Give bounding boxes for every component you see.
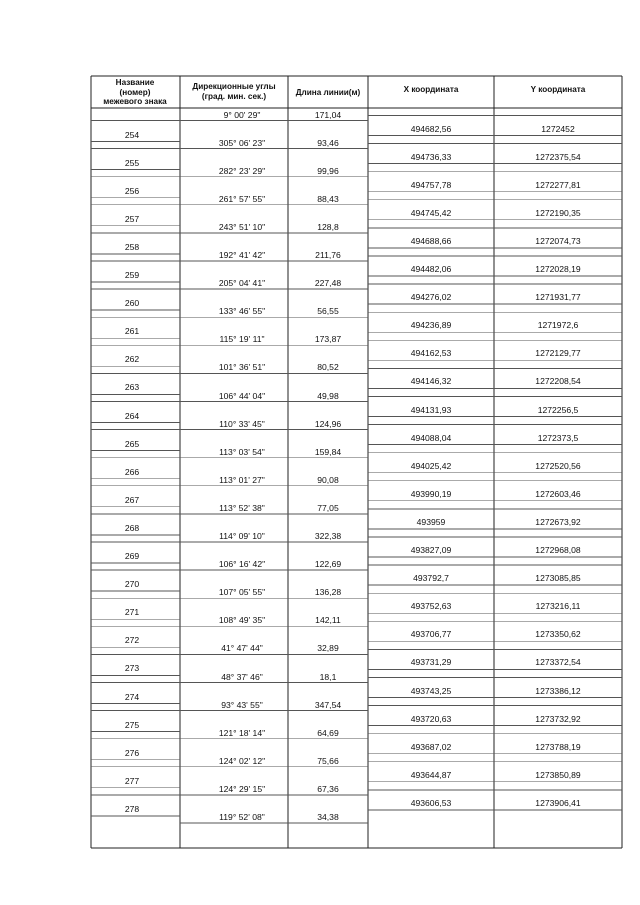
segment-angle: 114° 09' 10" xyxy=(219,531,265,541)
point-x: 494745,42 xyxy=(410,207,452,218)
point-x: 494482,06 xyxy=(410,264,452,274)
point-x: 494146,32 xyxy=(410,376,452,387)
point-name: 256 xyxy=(124,185,140,196)
segment-angle: 305° 06' 23" xyxy=(218,137,266,148)
point-x: 493752,63 xyxy=(410,601,452,612)
point-x: 493720,63 xyxy=(410,713,452,724)
segment-angle: 121° 18' 14" xyxy=(218,727,266,738)
segment-angle: 110° 33' 45" xyxy=(219,418,265,429)
header-y: Y координата xyxy=(530,85,586,94)
segment-length: 88,43 xyxy=(317,193,339,204)
segment-length: 227,48 xyxy=(314,278,342,289)
point-name: 278 xyxy=(124,803,140,814)
segment-length: 211,76 xyxy=(315,250,341,260)
point-y: 1272028,19 xyxy=(535,264,581,274)
segment-angle: 243° 51' 10" xyxy=(218,221,266,232)
segment-length: 90,08 xyxy=(317,474,339,485)
segment-length: 34,38 xyxy=(317,812,339,822)
point-name: 274 xyxy=(124,691,140,702)
segment-angle: 107° 05' 55" xyxy=(218,587,266,598)
header-angle-line1: Дирекционные углы xyxy=(192,82,276,91)
segment-angle: 124° 29' 15" xyxy=(218,783,266,794)
point-x: 493706,77 xyxy=(410,629,452,640)
point-y: 1272129,77 xyxy=(535,348,581,359)
segment-length: 122,69 xyxy=(314,559,342,570)
point-y: 1272277,81 xyxy=(535,179,581,190)
point-x: 494682,56 xyxy=(410,123,452,134)
point-x: 494025,42 xyxy=(410,460,452,471)
segment-length: 347,54 xyxy=(314,699,342,710)
segment-length: 67,36 xyxy=(317,783,339,794)
point-name: 270 xyxy=(124,579,140,590)
header-angle xyxy=(180,82,288,101)
point-y: 1272375,54 xyxy=(535,151,581,162)
segment-angle: 119° 52' 08" xyxy=(219,812,265,822)
point-y: 1271931,77 xyxy=(535,292,581,303)
point-y: 1272968,08 xyxy=(535,545,581,555)
segment-length: 32,89 xyxy=(317,643,339,654)
segment-angle: 192° 41' 42" xyxy=(218,250,266,260)
point-y: 1273732,92 xyxy=(535,713,581,724)
point-name: 271 xyxy=(124,607,140,618)
segment-length: 99,96 xyxy=(317,165,339,176)
point-y: 1272603,46 xyxy=(535,488,581,499)
point-y: 1272074,73 xyxy=(535,235,581,246)
point-name: 254 xyxy=(124,129,140,140)
point-x: 493731,29 xyxy=(410,657,452,668)
point-y: 1273788,19 xyxy=(535,741,581,752)
point-x: 494736,33 xyxy=(410,151,452,162)
segment-angle: 124° 02' 12" xyxy=(218,755,266,766)
segment-angle: 261° 57' 55" xyxy=(218,193,266,204)
point-x: 493959 xyxy=(416,516,446,527)
point-y: 1273850,89 xyxy=(535,769,581,780)
point-name: 272 xyxy=(124,635,140,646)
segment-length: 142,11 xyxy=(315,615,341,626)
segment-angle: 108° 49' 35" xyxy=(218,615,266,626)
point-y: 1271972,6 xyxy=(537,320,579,331)
segment-length: 18,1 xyxy=(319,671,337,682)
segment-length: 136,28 xyxy=(314,587,342,598)
point-name: 255 xyxy=(124,157,140,168)
point-y: 1273216,11 xyxy=(535,601,581,612)
segment-angle: 41° 47' 44" xyxy=(221,643,263,654)
point-y: 1273372,54 xyxy=(535,657,581,668)
segment-angle: 133° 46' 55" xyxy=(218,306,266,317)
point-x: 493743,25 xyxy=(410,685,452,696)
point-y: 1272190,35 xyxy=(535,207,581,218)
point-y: 1272520,56 xyxy=(535,460,581,471)
point-y: 1272673,92 xyxy=(535,516,581,527)
segment-length: 56,55 xyxy=(317,306,339,317)
point-x: 493644,87 xyxy=(410,769,452,780)
header-name-line1: Название xyxy=(115,78,155,87)
header-name-line2: (номер) xyxy=(119,87,151,97)
point-x: 493687,02 xyxy=(410,741,452,752)
point-y: 1273350,62 xyxy=(535,629,581,640)
segment-angle: 48° 37' 46" xyxy=(221,671,263,682)
point-name: 265 xyxy=(124,438,140,449)
segment-angle: 106° 44' 04" xyxy=(218,390,266,401)
header-x: X координата xyxy=(403,85,459,94)
point-x: 493827,09 xyxy=(410,545,452,555)
point-name: 266 xyxy=(124,466,140,477)
point-y: 1273085,85 xyxy=(535,573,581,584)
point-x: 493990,19 xyxy=(410,488,452,499)
segment-angle: 282° 23' 29" xyxy=(218,165,266,176)
segment-length: 159,84 xyxy=(314,446,342,457)
segment-angle: 101° 36' 51" xyxy=(218,362,266,373)
point-name: 260 xyxy=(124,298,140,309)
point-name: 276 xyxy=(124,747,140,758)
point-y: 1273906,41 xyxy=(535,797,581,808)
segment-angle: 106° 16' 42" xyxy=(218,559,266,570)
point-name: 273 xyxy=(124,663,140,674)
segment-length: 173,87 xyxy=(314,334,342,345)
segment-length: 322,38 xyxy=(314,531,342,541)
point-name: 257 xyxy=(124,213,140,224)
point-name: 263 xyxy=(124,382,140,393)
segment-length: 77,05 xyxy=(317,502,339,513)
point-y: 1272208,54 xyxy=(535,376,581,387)
segment-length: 80,52 xyxy=(317,362,339,373)
segment-length: 128,8 xyxy=(317,221,339,232)
header-name-line3: межевого знака xyxy=(103,97,167,106)
point-name: 262 xyxy=(124,354,140,365)
point-name: 268 xyxy=(124,522,140,533)
header-name xyxy=(92,78,178,107)
point-name: 269 xyxy=(124,551,140,561)
point-name: 259 xyxy=(124,270,140,280)
point-name: 258 xyxy=(124,241,140,252)
segment-angle: 113° 03' 54" xyxy=(219,446,265,457)
point-x: 494757,78 xyxy=(410,179,452,190)
segment-angle: 9° 00' 29" xyxy=(223,109,261,120)
point-x: 493792,7 xyxy=(413,573,449,584)
segment-length: 171,04 xyxy=(314,109,342,120)
point-x: 493606,53 xyxy=(410,797,452,808)
point-x: 494088,04 xyxy=(410,432,452,443)
point-y: 1272373,5 xyxy=(537,432,579,443)
point-name: 277 xyxy=(124,775,140,786)
segment-length: 75,66 xyxy=(317,755,339,766)
point-name: 264 xyxy=(124,410,140,421)
segment-length: 49,98 xyxy=(317,390,339,401)
point-x: 494162,53 xyxy=(410,348,452,359)
segment-angle: 205° 04' 41" xyxy=(218,278,266,289)
segment-length: 64,69 xyxy=(317,727,339,738)
point-y: 1272452 xyxy=(541,123,575,134)
segment-angle: 93° 43' 55" xyxy=(221,699,263,710)
segment-length: 93,46 xyxy=(317,137,339,148)
point-name: 261 xyxy=(124,326,140,337)
header-angle-line2: (град. мин. сек.) xyxy=(201,91,267,101)
point-x: 494131,93 xyxy=(410,404,452,415)
point-y: 1273386,12 xyxy=(535,685,581,696)
segment-length: 124,96 xyxy=(314,418,342,429)
point-name: 267 xyxy=(124,494,140,505)
header-length: Длина линии(м) xyxy=(295,88,361,97)
point-x: 494688,66 xyxy=(410,235,452,246)
segment-angle: 115° 19' 11" xyxy=(219,334,265,345)
point-y: 1272256,5 xyxy=(537,404,579,415)
segment-angle: 113° 52' 38" xyxy=(219,502,265,513)
point-x: 494236,89 xyxy=(410,320,452,331)
point-name: 275 xyxy=(124,719,140,730)
point-x: 494276,02 xyxy=(410,292,452,303)
segment-angle: 113° 01' 27" xyxy=(219,474,265,485)
